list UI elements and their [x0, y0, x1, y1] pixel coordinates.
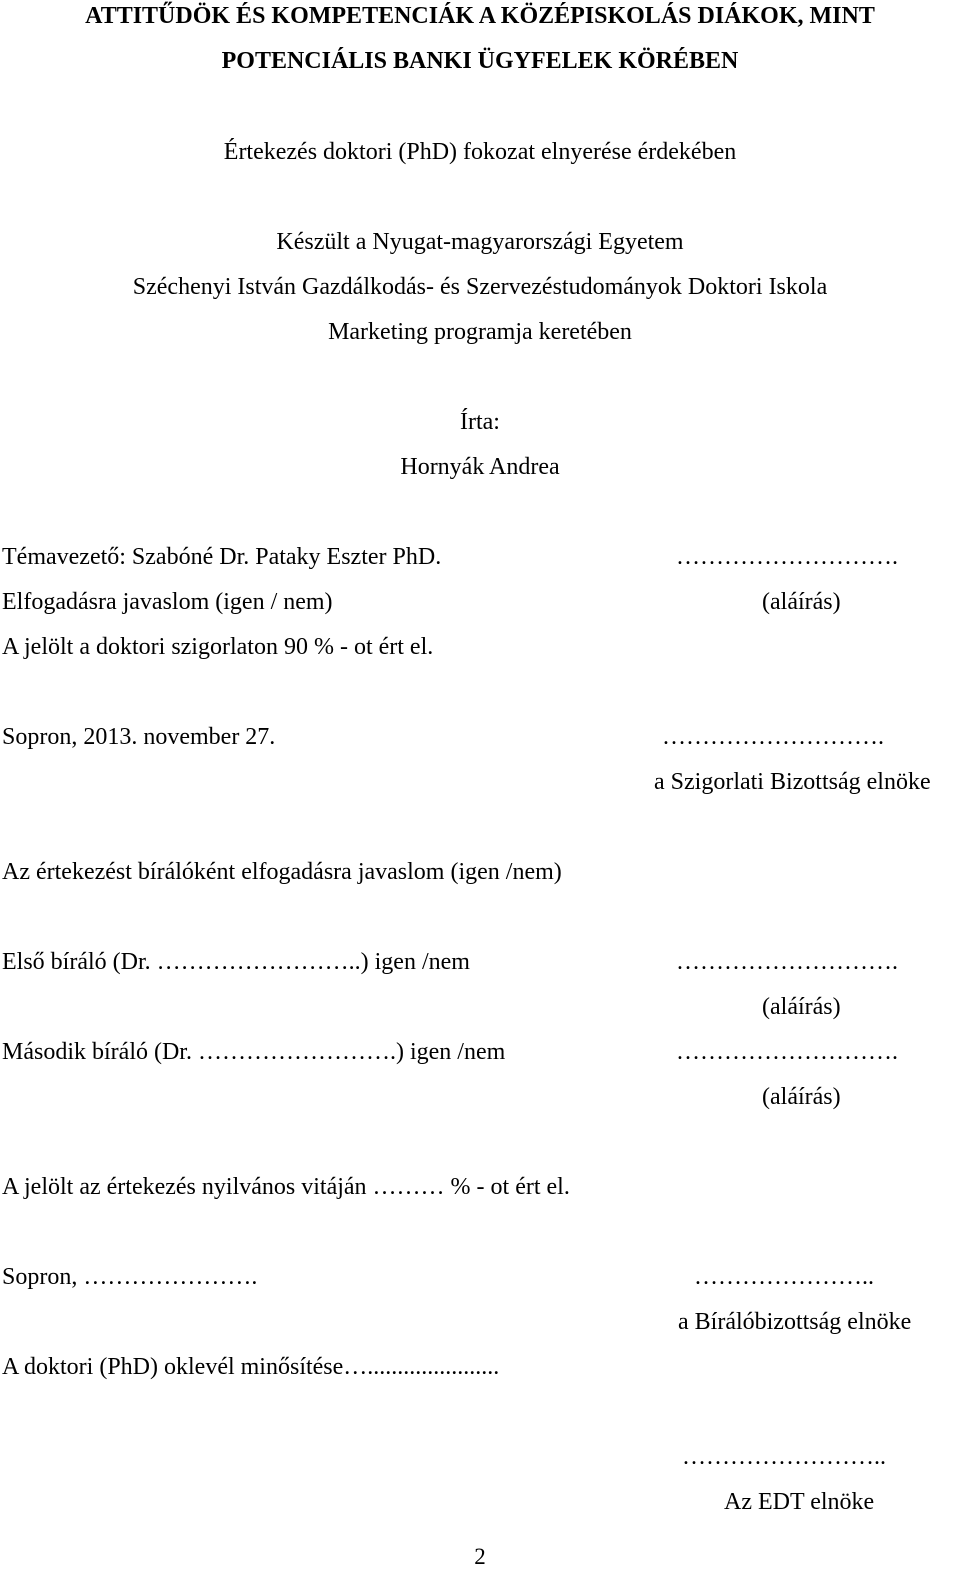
first-reviewer-signature-dots: ………………………. [676, 949, 898, 975]
exam-result: A jelölt a doktori szigorlaton 90 % - ot ért el. [2, 634, 434, 660]
defense-place: Sopron, …………………. [2, 1264, 258, 1290]
institution-line-2: Széchenyi István Gazdálkodás- és Szervezéstudományok Doktori Iskola [132, 274, 828, 300]
first-reviewer-signature-label: (aláírás) [762, 994, 841, 1020]
diploma-qualification: A doktori (PhD) oklevél minősítése…...................... [2, 1354, 500, 1380]
institution-line-3: Marketing programja keretében [328, 319, 632, 345]
author-name: Hornyák Andrea [400, 454, 560, 480]
title-line-2: POTENCIÁLIS BANKI ÜGYFELEK KÖRÉBEN [221, 48, 739, 74]
defense-result: A jelölt az értekezés nyilvános vitáján ……… % - ot ért el. [2, 1174, 570, 1200]
supervisor-recommendation: Elfogadásra javaslom (igen / nem) [2, 589, 333, 615]
supervisor-line: Témavezető: Szabóné Dr. Pataky Eszter PhD. [2, 544, 442, 570]
author-label: Írta: [460, 409, 500, 435]
reviewers-intro: Az értekezést bírálóként elfogadásra javaslom (igen /nem) [2, 859, 562, 885]
edt-signature-dots: …………………….. [682, 1444, 886, 1470]
title-line-1: ATTITŰDÖK ÉS KOMPETENCIÁK A KÖZÉPISKOLÁS DIÁKOK, MINT [85, 3, 875, 29]
review-committee-chair: a Bírálóbizottság elnöke [678, 1309, 912, 1335]
defense-signature-dots: ………………….. [694, 1264, 874, 1290]
supervisor-signature-label: (aláírás) [762, 589, 841, 615]
page-number: 2 [474, 1544, 486, 1569]
exam-committee-chair: a Szigorlati Bizottság elnöke [654, 769, 931, 795]
institution-line-1: Készült a Nyugat-magyarországi Egyetem [276, 229, 684, 255]
second-reviewer-signature-label: (aláírás) [762, 1084, 841, 1110]
edt-chair: Az EDT elnöke [724, 1489, 875, 1515]
second-reviewer-signature-dots: ………………………. [676, 1039, 898, 1065]
supervisor-signature-dots: ………………………. [676, 544, 898, 570]
exam-place-date: Sopron, 2013. november 27. [2, 724, 276, 750]
subtitle: Értekezés doktori (PhD) fokozat elnyerése érdekében [223, 139, 737, 165]
exam-signature-dots: ………………………. [662, 724, 884, 750]
second-reviewer-line: Második bíráló (Dr. …………………….) igen /nem [2, 1039, 506, 1065]
first-reviewer-line: Első bíráló (Dr. ……………………..) igen /nem [2, 949, 470, 975]
